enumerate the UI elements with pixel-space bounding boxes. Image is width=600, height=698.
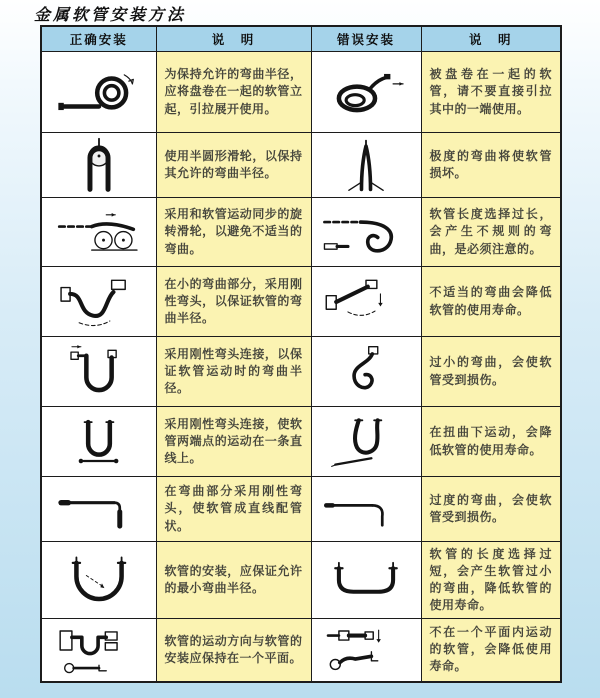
table-row bbox=[41, 198, 561, 267]
correct-installation-description: 使用半圆形滑轮，以保持其允许的弯曲半径。 bbox=[156, 133, 311, 198]
header-correct-description: 说 明 bbox=[156, 26, 311, 52]
wrong-installation-description: 在扭曲下运动，会降低软管的使用寿命。 bbox=[421, 407, 561, 477]
too-small-bend-hook-icon bbox=[318, 344, 414, 400]
correct-installation-illustration-cell bbox=[41, 619, 156, 682]
correct-installation-description: 软管的安装，应保证允许的最小弯曲半径。 bbox=[156, 542, 311, 619]
correct-installation-description: 软管的运动方向与软管的安装应保持在一个平面。 bbox=[156, 619, 311, 682]
table-row bbox=[41, 267, 561, 337]
wrong-installation-description: 过度的弯曲，会使软管受到损伤。 bbox=[421, 477, 561, 542]
correct-installation-description: 在弯曲部分采用刚性弯头，使软管成直线配管状。 bbox=[156, 477, 311, 542]
coiled-hose-standing-icon bbox=[51, 64, 147, 120]
table-body bbox=[41, 52, 561, 682]
too-short-shallow-u-icon bbox=[318, 552, 414, 608]
wrong-installation-illustration-cell bbox=[311, 52, 421, 133]
correct-installation-illustration-cell bbox=[41, 133, 156, 198]
straight-run-with-elbow-icon bbox=[51, 481, 147, 537]
correct-installation-illustration-cell bbox=[41, 407, 156, 477]
wrong-installation-illustration-cell bbox=[311, 267, 421, 337]
correct-installation-illustration-cell bbox=[41, 542, 156, 619]
wrong-installation-illustration-cell bbox=[311, 133, 421, 198]
wrong-installation-description: 软管的长度选择过短，会产生软管过小的弯曲，降低软管的使用寿命。 bbox=[421, 542, 561, 619]
table-row bbox=[41, 542, 561, 619]
wrong-installation-illustration-cell bbox=[311, 198, 421, 267]
irregular-loop-icon bbox=[318, 204, 414, 260]
correct-installation-illustration-cell bbox=[41, 337, 156, 407]
correct-installation-description: 采用和软管运动同步的旋转滑轮，以避免不适当的弯曲。 bbox=[156, 198, 311, 267]
wrong-installation-description: 不在一个平面内运动的软管，会降低使用寿命。 bbox=[421, 619, 561, 682]
synchronized-rollers-icon bbox=[51, 204, 147, 260]
table-row bbox=[41, 619, 561, 682]
wrong-installation-description: 极度的弯曲将使软管损坏。 bbox=[421, 133, 561, 198]
wrong-installation-illustration-cell bbox=[311, 542, 421, 619]
u-hose-aligned-motion-icon bbox=[51, 414, 147, 470]
wrong-installation-description: 被盘卷在一起的软管，请不要直接引拉其中的一端使用。 bbox=[421, 52, 561, 133]
table-row bbox=[41, 407, 561, 477]
correct-installation-illustration-cell bbox=[41, 198, 156, 267]
single-plane-assembly-icon bbox=[51, 622, 147, 678]
table-row bbox=[41, 52, 561, 133]
overbent-corner-icon bbox=[318, 481, 414, 537]
table-row bbox=[41, 133, 561, 198]
hose-installation-table bbox=[40, 25, 562, 683]
non-planar-motion-icon bbox=[318, 622, 414, 678]
improper-sharp-bend-icon bbox=[318, 274, 414, 330]
semicircular-pulley-icon bbox=[51, 137, 147, 193]
header-wrong-description: 说 明 bbox=[421, 26, 561, 52]
table-header-row bbox=[41, 26, 561, 52]
correct-installation-description: 为保持允许的弯曲半径，应将盘卷在一起的软管立起，引拉展开使用。 bbox=[156, 52, 311, 133]
correct-installation-description: 采用刚性弯头连接，使软管两端点的运动在一条直线上。 bbox=[156, 407, 311, 477]
pinched-hanging-hose-icon bbox=[318, 137, 414, 193]
wide-u-min-radius-icon bbox=[51, 552, 147, 608]
wrong-installation-illustration-cell bbox=[311, 407, 421, 477]
wrong-installation-illustration-cell bbox=[311, 619, 421, 682]
wrong-installation-illustration-cell bbox=[311, 477, 421, 542]
wrong-installation-description: 不适当的弯曲会降低软管的使用寿命。 bbox=[421, 267, 561, 337]
header-correct-installation: 正确安装 bbox=[41, 26, 156, 52]
twisted-u-hose-icon bbox=[318, 414, 414, 470]
rigid-elbow-small-bend-icon bbox=[51, 274, 147, 330]
wrong-installation-description: 过小的弯曲，会使软管受到损伤。 bbox=[421, 337, 561, 407]
wrong-installation-illustration-cell bbox=[311, 337, 421, 407]
page-title: 金属软管安装方法 bbox=[34, 5, 187, 24]
correct-installation-description: 在小的弯曲部分，采用刚性弯头，以保证软管的弯曲半径。 bbox=[156, 267, 311, 337]
coiled-hose-pulled-icon bbox=[318, 64, 414, 120]
header-wrong-installation: 错误安装 bbox=[311, 26, 421, 52]
u-hose-with-elbows-icon bbox=[51, 344, 147, 400]
correct-installation-illustration-cell bbox=[41, 477, 156, 542]
table-row bbox=[41, 337, 561, 407]
correct-installation-illustration-cell bbox=[41, 52, 156, 133]
correct-installation-illustration-cell bbox=[41, 267, 156, 337]
correct-installation-description: 采用刚性弯头连接，以保证软管运动时的弯曲半径。 bbox=[156, 337, 311, 407]
table-row bbox=[41, 477, 561, 542]
wrong-installation-description: 软管长度选择过长，会产生不规则的弯曲，是必须注意的。 bbox=[421, 198, 561, 267]
